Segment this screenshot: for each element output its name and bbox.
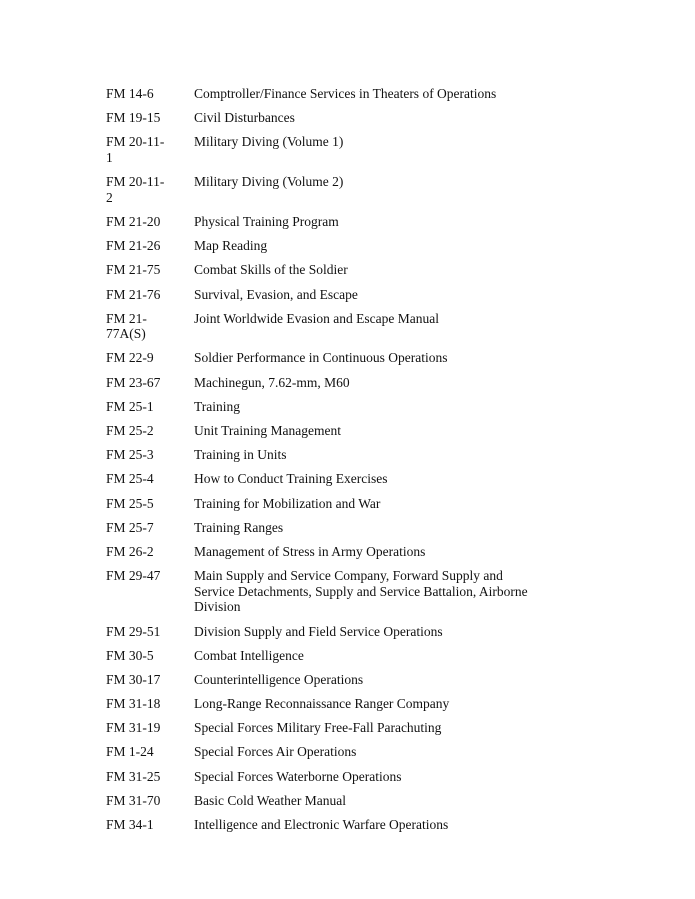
- reference-number: FM 31-18: [106, 696, 161, 712]
- reference-title: Basic Cold Weather Manual: [194, 792, 347, 808]
- reference-number: FM 30-5: [106, 647, 154, 663]
- reference-title: Comptroller/Finance Services in Theaters of Operations: [194, 86, 497, 101]
- field-manual-reference-list: [106, 86, 546, 841]
- reference-number: FM 25-4: [106, 471, 154, 487]
- reference-title: Civil Disturbances: [194, 110, 295, 126]
- reference-title: Main Supply and Service Company, Forward Supply and Service Detachments, Supply and Service Battalion, Airborne Division: [194, 568, 528, 615]
- reference-number: FM 25-2: [106, 423, 154, 439]
- reference-row: [106, 520, 546, 536]
- reference-row: [106, 544, 546, 560]
- reference-row: [106, 793, 546, 809]
- reference-row: [106, 720, 546, 736]
- reference-number: FM 14-6: [106, 86, 154, 101]
- reference-title: How to Conduct Training Exercises: [194, 471, 388, 487]
- reference-row: [106, 744, 546, 760]
- reference-number: FM 31-70: [106, 792, 161, 808]
- reference-title: Joint Worldwide Evasion and Escape Manual: [194, 310, 439, 326]
- reference-number: FM 25-3: [106, 447, 154, 463]
- reference-title: Map Reading: [194, 238, 268, 254]
- reference-number: FM 25-1: [106, 398, 154, 414]
- reference-row: [106, 447, 546, 463]
- reference-row: [106, 624, 546, 640]
- reference-number: FM 29-51: [106, 623, 161, 639]
- reference-title: Counterintelligence Operations: [194, 671, 364, 687]
- reference-row: [106, 817, 546, 833]
- reference-number: FM 25-7: [106, 519, 154, 535]
- reference-number: FM 21-26: [106, 238, 161, 254]
- reference-row: [106, 214, 546, 230]
- reference-title: Division Supply and Field Service Operations: [194, 623, 443, 639]
- reference-row: [106, 110, 546, 126]
- reference-number: FM 30-17: [106, 671, 161, 687]
- reference-row: [106, 86, 546, 102]
- reference-row: [106, 568, 546, 615]
- reference-row: [106, 350, 546, 366]
- reference-row: [106, 311, 546, 342]
- reference-row: [106, 423, 546, 439]
- reference-row: [106, 262, 546, 278]
- reference-row: [106, 696, 546, 712]
- reference-number: FM 29-47: [106, 568, 161, 584]
- reference-number: FM 20-11-2: [106, 174, 165, 205]
- reference-title: Special Forces Air Operations: [194, 744, 357, 760]
- reference-title: Special Forces Military Free-Fall Parachuting: [194, 720, 442, 736]
- reference-number: FM 21-20: [106, 213, 161, 229]
- reference-title: Training Ranges: [194, 519, 284, 535]
- reference-title: Machinegun, 7.62-mm, M60: [194, 374, 350, 390]
- reference-row: [106, 672, 546, 688]
- reference-title: Management of Stress in Army Operations: [194, 543, 426, 559]
- reference-number: FM 26-2: [106, 543, 154, 559]
- reference-title: Physical Training Program: [194, 213, 339, 229]
- reference-number: FM 19-15: [106, 110, 161, 126]
- reference-title: Survival, Evasion, and Escape: [194, 286, 358, 302]
- reference-number: FM 25-5: [106, 495, 154, 511]
- reference-title: Training: [194, 398, 241, 414]
- reference-title: Military Diving (Volume 2): [194, 174, 344, 190]
- reference-row: [106, 648, 546, 664]
- reference-row: [106, 238, 546, 254]
- reference-number: FM 31-19: [106, 720, 161, 736]
- reference-title: Combat Intelligence: [194, 647, 304, 663]
- reference-row: [106, 375, 546, 391]
- reference-title: Special Forces Waterborne Operations: [194, 768, 402, 784]
- reference-row: [106, 174, 546, 205]
- reference-number: FM 23-67: [106, 374, 161, 390]
- reference-title: Soldier Performance in Continuous Operations: [194, 350, 448, 366]
- reference-title: Training for Mobilization and War: [194, 495, 381, 511]
- reference-title: Training in Units: [194, 447, 287, 463]
- reference-title: Combat Skills of the Soldier: [194, 262, 348, 278]
- reference-number: FM 22-9: [106, 350, 154, 366]
- reference-number: FM 21-76: [106, 286, 161, 302]
- reference-row: [106, 769, 546, 785]
- reference-row: [106, 399, 546, 415]
- reference-row: [106, 134, 546, 165]
- reference-number: FM 21-75: [106, 262, 161, 278]
- reference-number: FM 21-77A(S): [106, 310, 147, 342]
- reference-number: FM 31-25: [106, 768, 161, 784]
- reference-row: [106, 287, 546, 303]
- reference-title: Unit Training Management: [194, 423, 341, 439]
- reference-title: Intelligence and Electronic Warfare Operations: [194, 817, 449, 833]
- reference-row: [106, 471, 546, 487]
- reference-number: FM 1-24: [106, 744, 154, 760]
- reference-title: Military Diving (Volume 1): [194, 134, 344, 150]
- reference-number: FM 20-11-1: [106, 134, 165, 165]
- reference-number: FM 34-1: [106, 817, 154, 833]
- reference-row: [106, 496, 546, 512]
- reference-title: Long-Range Reconnaissance Ranger Company: [194, 696, 450, 712]
